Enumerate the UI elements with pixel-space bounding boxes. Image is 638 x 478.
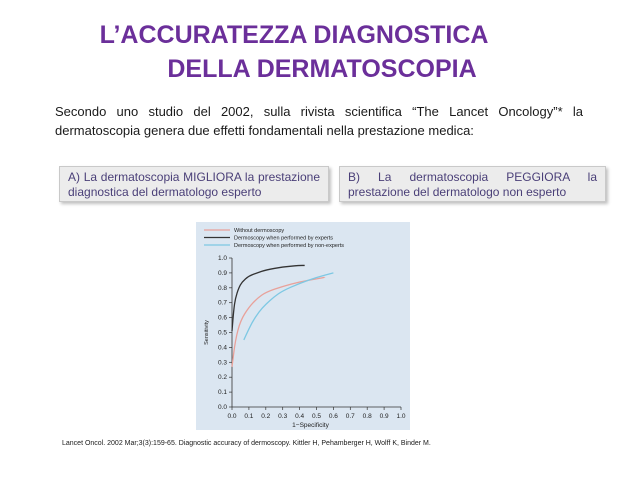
- title-line-2: DELLA DERMATOSCOPIA: [167, 55, 477, 83]
- reference-citation: Lancet Oncol. 2002 Mar;3(3):159-65. Diagnostic accuracy of dermoscopy. Kittler H, Pehamberger H, Wolff K, Binder M.: [62, 440, 431, 447]
- intro-paragraph: Secondo uno studio del 2002, sulla rivista scientifica “The Lancet Oncology”* la dermatoscopia genera due effetti fondamentali nella prestazione medica:: [55, 104, 583, 138]
- x-tick-label: 0.1: [244, 413, 254, 420]
- x-tick-label: 0.0: [227, 413, 237, 420]
- y-tick-label: 0.0: [217, 404, 227, 411]
- chart-background: [196, 222, 410, 430]
- y-tick-label: 0.1: [217, 389, 227, 397]
- x-tick-label: 0.2: [261, 413, 271, 420]
- x-tick-label: 0.4: [295, 413, 305, 420]
- y-tick-label: 0.3: [217, 359, 227, 367]
- x-tick-label: 0.6: [328, 413, 338, 420]
- x-tick-label: 0.8: [362, 413, 372, 420]
- y-axis-label: Sensitivity: [204, 320, 210, 345]
- x-tick-label: 0.5: [311, 413, 322, 420]
- x-tick-label: 0.7: [345, 413, 355, 420]
- x-tick-label: 1.0: [396, 413, 406, 420]
- legend-label: Without dermoscopy: [234, 228, 285, 234]
- y-tick-label: 1.0: [217, 255, 227, 262]
- slide-title: [0, 18, 638, 86]
- x-tick-label: 0.3: [278, 413, 288, 420]
- y-tick-label: 0.7: [217, 299, 227, 307]
- finding-box-a: A) La dermatoscopia MIGLIORA la prestazione diagnostica del dermatologo esperto: [59, 166, 329, 202]
- y-tick-label: 0.6: [217, 314, 227, 322]
- roc-chart-svg: [196, 222, 410, 430]
- title-line-1: L’ACCURATEZZA DIAGNOSTICA: [99, 21, 489, 49]
- y-tick-label: 0.9: [217, 269, 227, 277]
- roc-chart: [196, 222, 410, 430]
- finding-box-b: B) La dermatoscopia PEGGIORA la prestazione del dermatologo non esperto: [339, 166, 606, 202]
- y-tick-label: 0.5: [217, 329, 227, 337]
- y-tick-label: 0.8: [217, 284, 227, 292]
- y-tick-label: 0.4: [217, 344, 227, 352]
- y-tick-label: 0.2: [217, 374, 227, 382]
- legend-label: Dermoscopy when performed by non-experts: [234, 243, 345, 249]
- x-tick-label: 0.9: [379, 413, 389, 420]
- legend-label: Dermoscopy when performed by experts: [234, 235, 334, 242]
- x-axis-label: 1−Specificity: [292, 422, 329, 429]
